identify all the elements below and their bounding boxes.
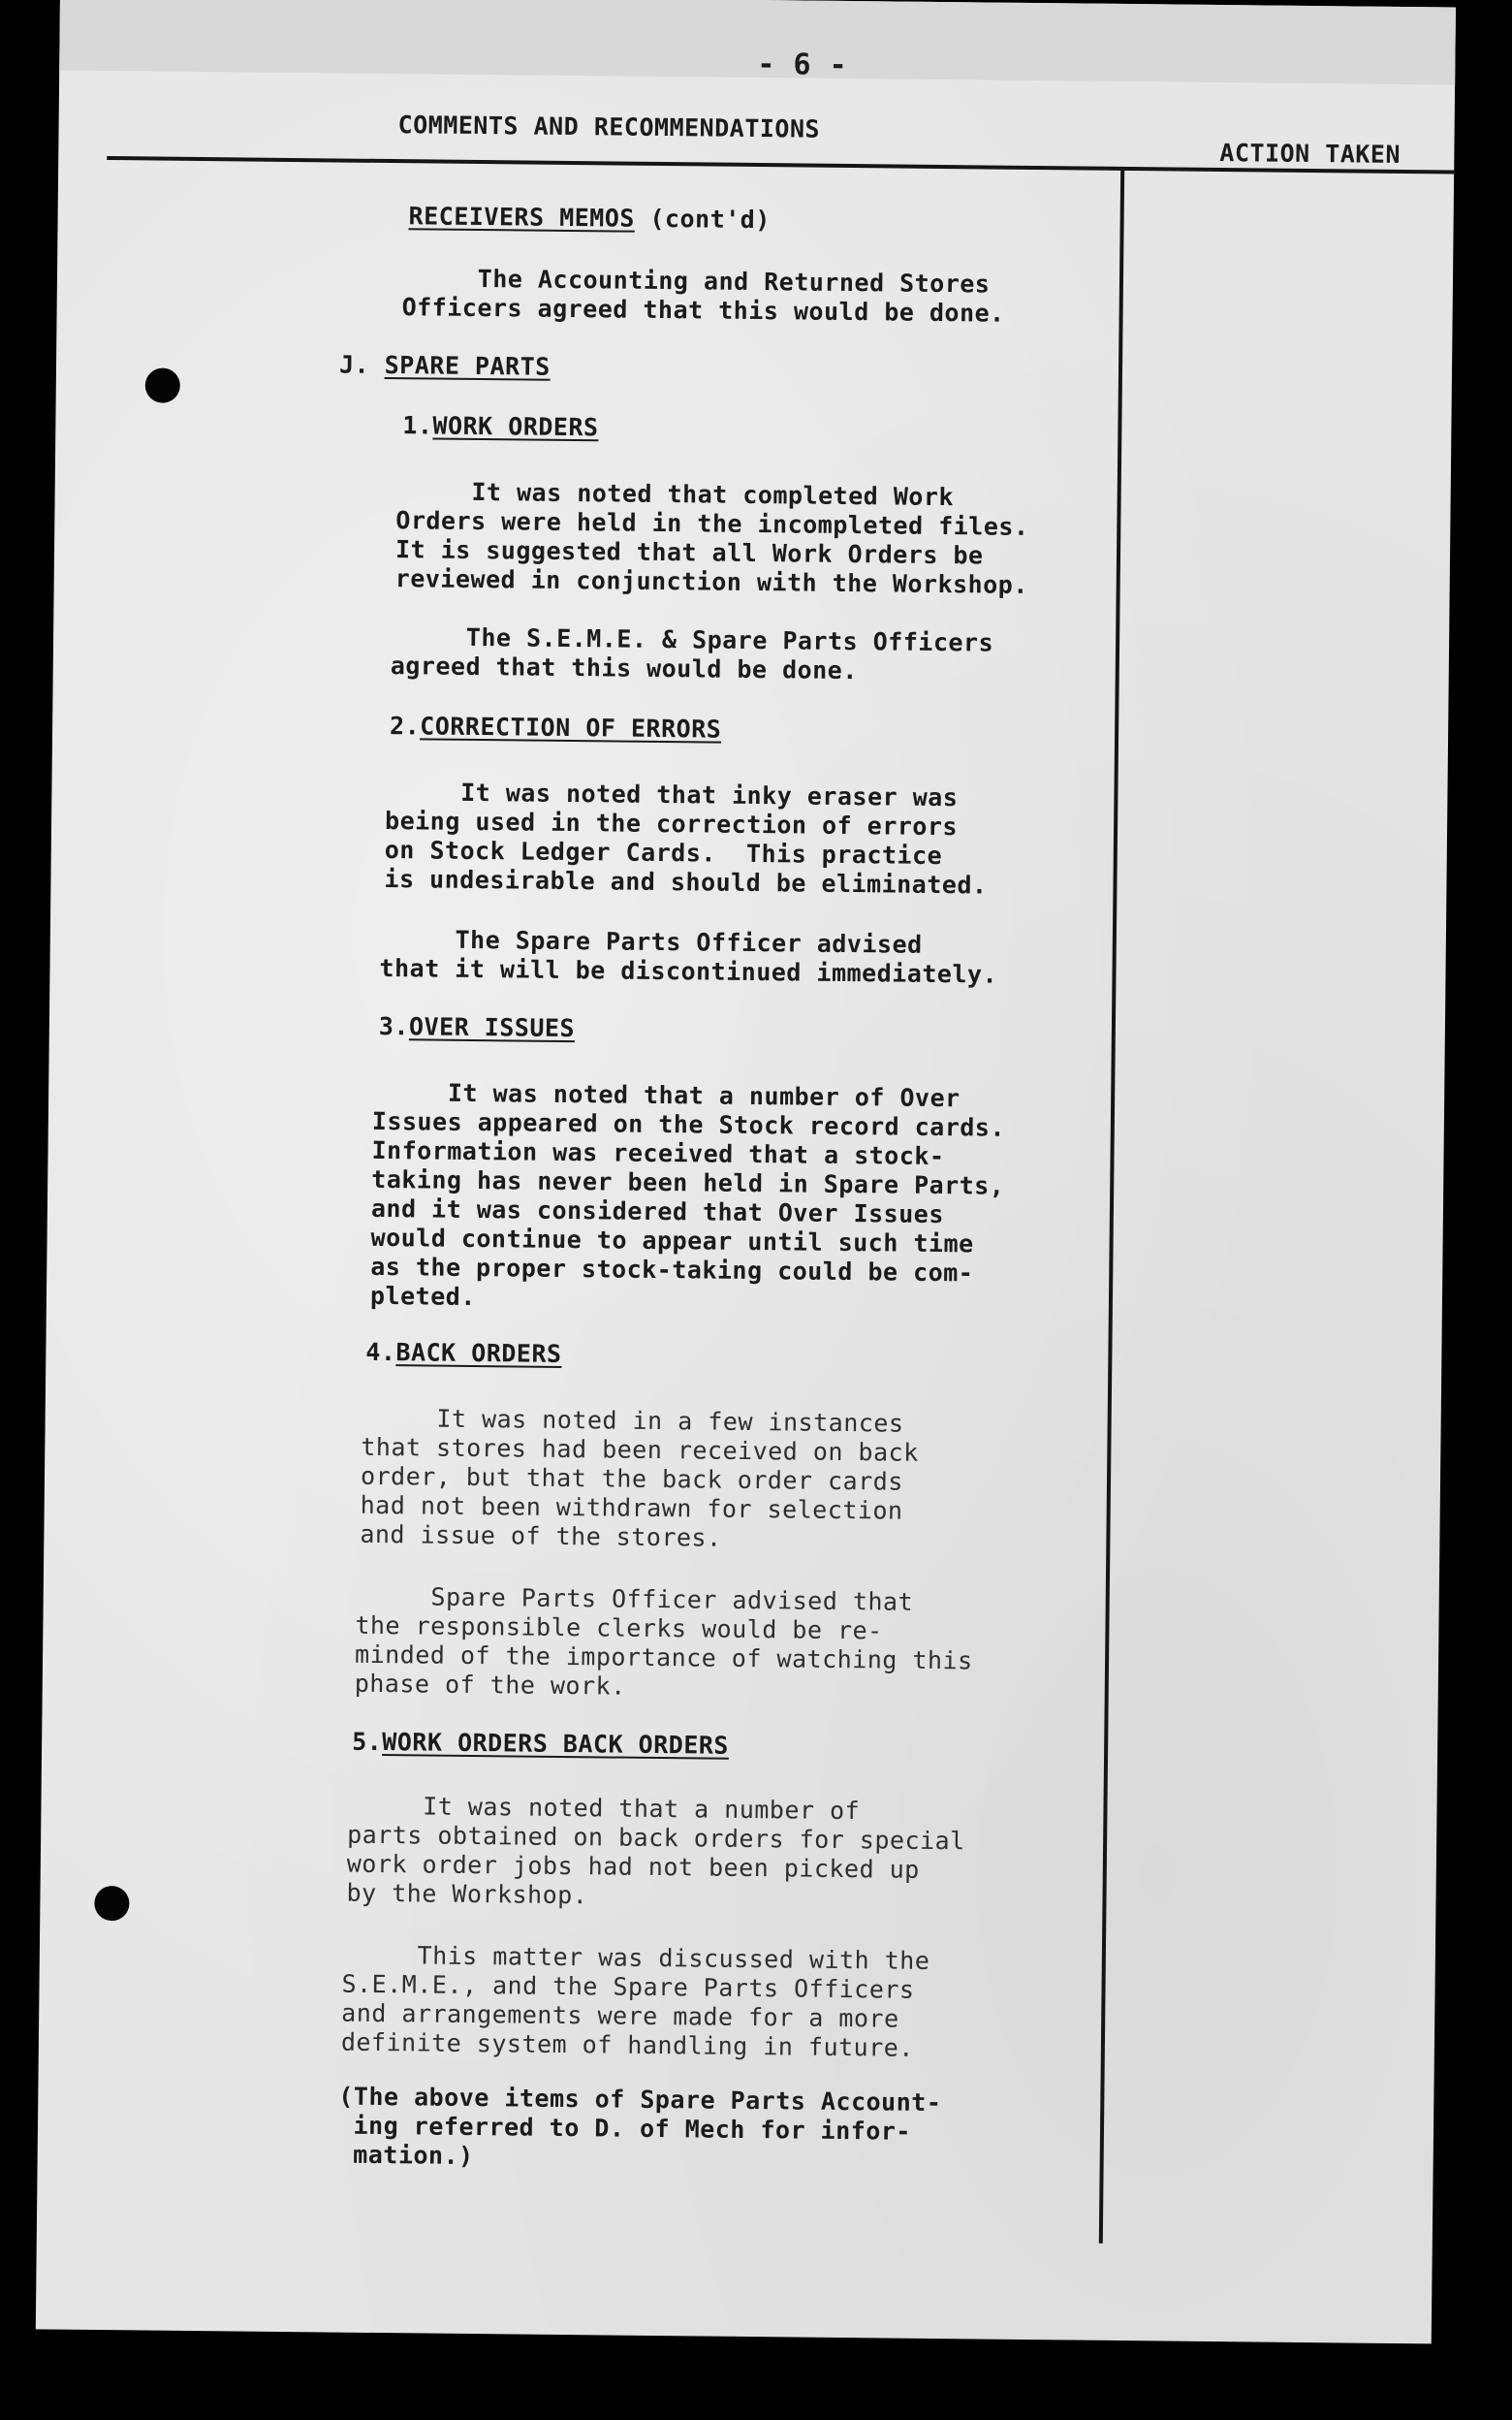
item-2-paragraph-1 [384,778,988,901]
text-line: order, but that the back order cards [360,1461,904,1496]
receivers-memos-heading: RECEIVERS MEMOS [408,202,636,233]
text-line: that it will be discontinued immediately. [379,953,998,989]
item-3-paragraph-1 [370,1078,1006,1318]
text-line: It was noted in a few instances [361,1403,904,1438]
text-line: Orders were held in the incompleted files. [395,506,1029,541]
document-page [36,0,1456,2343]
text-line: and it was considered that Over Issues [370,1194,944,1229]
item-4-paragraph-1 [360,1404,919,1555]
text-line: This matter was discussed with the [341,1940,930,1975]
header-comments-column: COMMENTS AND RECOMMENDATIONS [397,111,821,143]
text-line: reviewed in conjunction with the Workshop. [394,564,1029,599]
text-line: minded of the importance of watching this [354,1640,973,1675]
text-line: The S.E.M.E. & Spare Parts Officers [390,622,994,657]
text-line: (The above items of Spare Parts Account- [338,2082,942,2118]
text-line: It was noted that completed Work [395,477,955,512]
text-line: mation.) [337,2140,474,2171]
punch-hole [145,367,180,402]
text-line: The Accounting and Returned Stores [401,264,991,299]
text-line: phase of the work. [354,1669,626,1701]
item-1-heading-line [402,411,598,442]
text-line: Information was received that a stock- [371,1135,945,1171]
text-line: definite system of handling in future. [340,2027,914,2062]
text-line: It was noted that a number of [347,1791,861,1826]
item-number: 2. [389,712,421,741]
text-line: is undesirable and should be eliminated. [384,865,988,900]
text-line: had not been withdrawn for selection [360,1490,903,1525]
item-2-heading-line [390,712,721,745]
receivers-memos-paragraph [402,264,1006,329]
column-divider-rule [1099,169,1124,2244]
text-line: and arrangements were made for a more [341,1998,899,2033]
text-line: pleted. [369,1281,476,1312]
punch-hole [94,1886,129,1921]
item-number: 1. [402,411,433,440]
header-action-column: ACTION TAKEN [1219,138,1402,169]
text-line: that stores had been received on back [361,1432,919,1467]
text-line: on Stock Ledger Cards. This practice [384,836,943,871]
text-line: as the proper stock-taking could be com- [370,1252,974,1288]
text-line: S.E.M.E., and the Spare Parts Officers [341,1969,915,2004]
item-number: 5. [352,1727,383,1757]
item-heading: OVER ISSUES [408,1012,576,1043]
text-line: parts obtained on back orders for special [347,1820,965,1856]
text-line: Spare Parts Officer advised that [355,1581,914,1616]
item-heading: CORRECTION OF ERRORS [420,712,722,744]
text-line: taking has never been held in Spare Parts, [371,1164,1005,1200]
text-line: It was noted that a number of Over [372,1077,961,1113]
page-number: - 6 - [757,47,848,82]
text-line: being used in the correction of errors [384,807,959,842]
section-j-heading: SPARE PARTS [384,350,551,381]
receivers-memos-heading-line [408,202,771,235]
section-j-heading-line [339,350,551,381]
item-number: 4. [365,1337,396,1367]
text-line: It is suggested that all Work Orders be [394,535,984,570]
text-line: agreed that this would be done. [390,652,859,685]
item-4-paragraph-2 [355,1582,974,1705]
item-number: 3. [378,1011,410,1041]
text-line: would continue to appear until such time [370,1223,974,1258]
item-1-paragraph-1 [395,477,1029,600]
item-5-paragraph-2 [341,1941,930,2063]
text-line: and issue of the stores. [360,1519,722,1552]
item-5-paragraph-1 [346,1792,965,1915]
item-heading: WORK ORDERS [432,411,599,442]
item-2-paragraph-2 [379,925,997,990]
text-line: Issues appeared on the Stock record cards. [371,1106,1006,1142]
closing-note [338,2083,942,2177]
section-j-letter: J. [338,350,370,379]
item-heading: WORK ORDERS BACK ORDERS [382,1728,730,1760]
text-line: Officers agreed that this would be done. [401,293,1005,328]
item-1-paragraph-2 [391,622,994,687]
item-5-heading-line [352,1728,729,1761]
text-line: The Spare Parts Officer advised [379,924,923,959]
text-line: the responsible clerks would be re- [355,1610,883,1645]
item-heading: BACK ORDERS [395,1338,562,1368]
item-4-heading-line [365,1338,561,1369]
text-line: work order jobs had not been picked up [346,1849,920,1884]
text-line: It was noted that inky eraser was [385,778,959,812]
text-line: by the Workshop. [346,1878,588,1910]
item-3-heading-line [379,1012,575,1043]
text-line: ing referred to D. of Mech for infor- [337,2111,912,2146]
receivers-memos-suffix: (cont'd) [634,204,772,235]
